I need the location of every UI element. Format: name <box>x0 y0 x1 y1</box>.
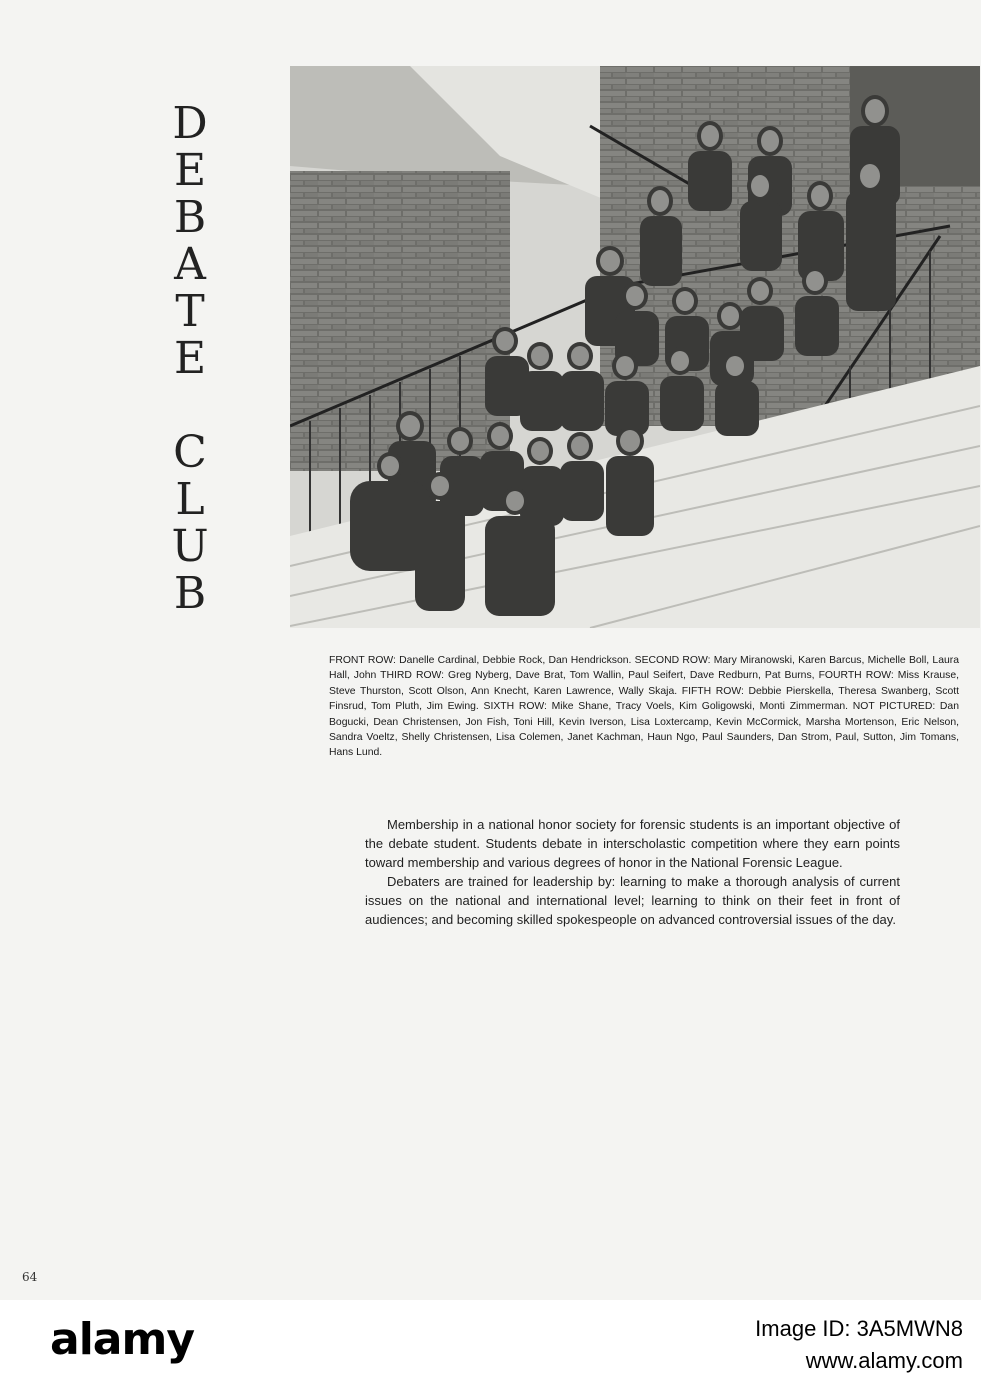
vertical-title <box>160 100 220 617</box>
title-letter: A <box>174 239 206 290</box>
body-paragraph: Debaters are trained for leadership by: learning to make a thorough analysis of current issues on the national and international level; learning to think on their feet in front of audiences; and becoming skilled spokespeople on advanced controversial issues of the day. <box>365 874 900 927</box>
title-letter: T <box>175 286 205 337</box>
title-letter: B <box>173 192 207 243</box>
page-number: 64 <box>22 1270 38 1284</box>
source-url: www.alamy.com <box>805 1348 963 1373</box>
body-paragraph: Membership in a national honor society for forensic students is an important objective of the debate student. Students debate in interscholastic competition where they earn points toward membership and various degrees of honor in the National Forensic League. <box>365 817 900 870</box>
image-id: Image ID: 3A5MWN8 <box>755 1316 963 1341</box>
title-letter: B <box>173 568 207 619</box>
title-letter: D <box>172 98 208 149</box>
group-photo-illustration <box>290 66 980 628</box>
title-letter: E <box>173 333 207 384</box>
photo-caption: FRONT ROW: Danelle Cardinal, Debbie Rock, Dan Hendrickson. SECOND ROW: Mary Miranowski, Karen Barcus, Michelle Boll, Laura Hall, John THIRD ROW: Greg Nyberg, Dave Brat, Tom Wallin, Paul Seifert, Dave Redburn, Pat Burns, FOURTH ROW: Miss Krause, Steve Thurston, Scott Olson, Ann Knecht, Karen Lawrence, Wally Skaja. FIFTH ROW: Debbie Pierskella, Theresa Swanberg, Scott Finsrud, Tom Pluth, Jim Ewing. SIXTH ROW: Mike Shane, Tracy Voels, Kim Goligowski, Monti Zimmerman. NOT PICTURED: Dan Bogucki, Dean Christensen, Jon Fish, Toni Hill, Kevin Iverson, Lisa Loxtercamp, Kevin McCormick, Marsha Mortenson, Eric Nelson, Sandra Voeltz, Shelly Christensen, Lisa Colemen, Janet Kachman, Haun Ngo, Paul Saunders, Dan Strom, Paul, Sutton, Jim Tomans, Hans Lund. <box>329 655 959 759</box>
title-gap <box>160 382 220 429</box>
body-text <box>365 815 900 929</box>
watermark-footer <box>0 1300 981 1390</box>
title-letter: C <box>173 427 207 478</box>
title-letter: U <box>171 521 209 572</box>
title-letter: L <box>175 474 205 525</box>
alamy-logo: alamy <box>50 1314 194 1365</box>
group-photo <box>290 66 980 628</box>
title-letter: E <box>173 145 207 196</box>
